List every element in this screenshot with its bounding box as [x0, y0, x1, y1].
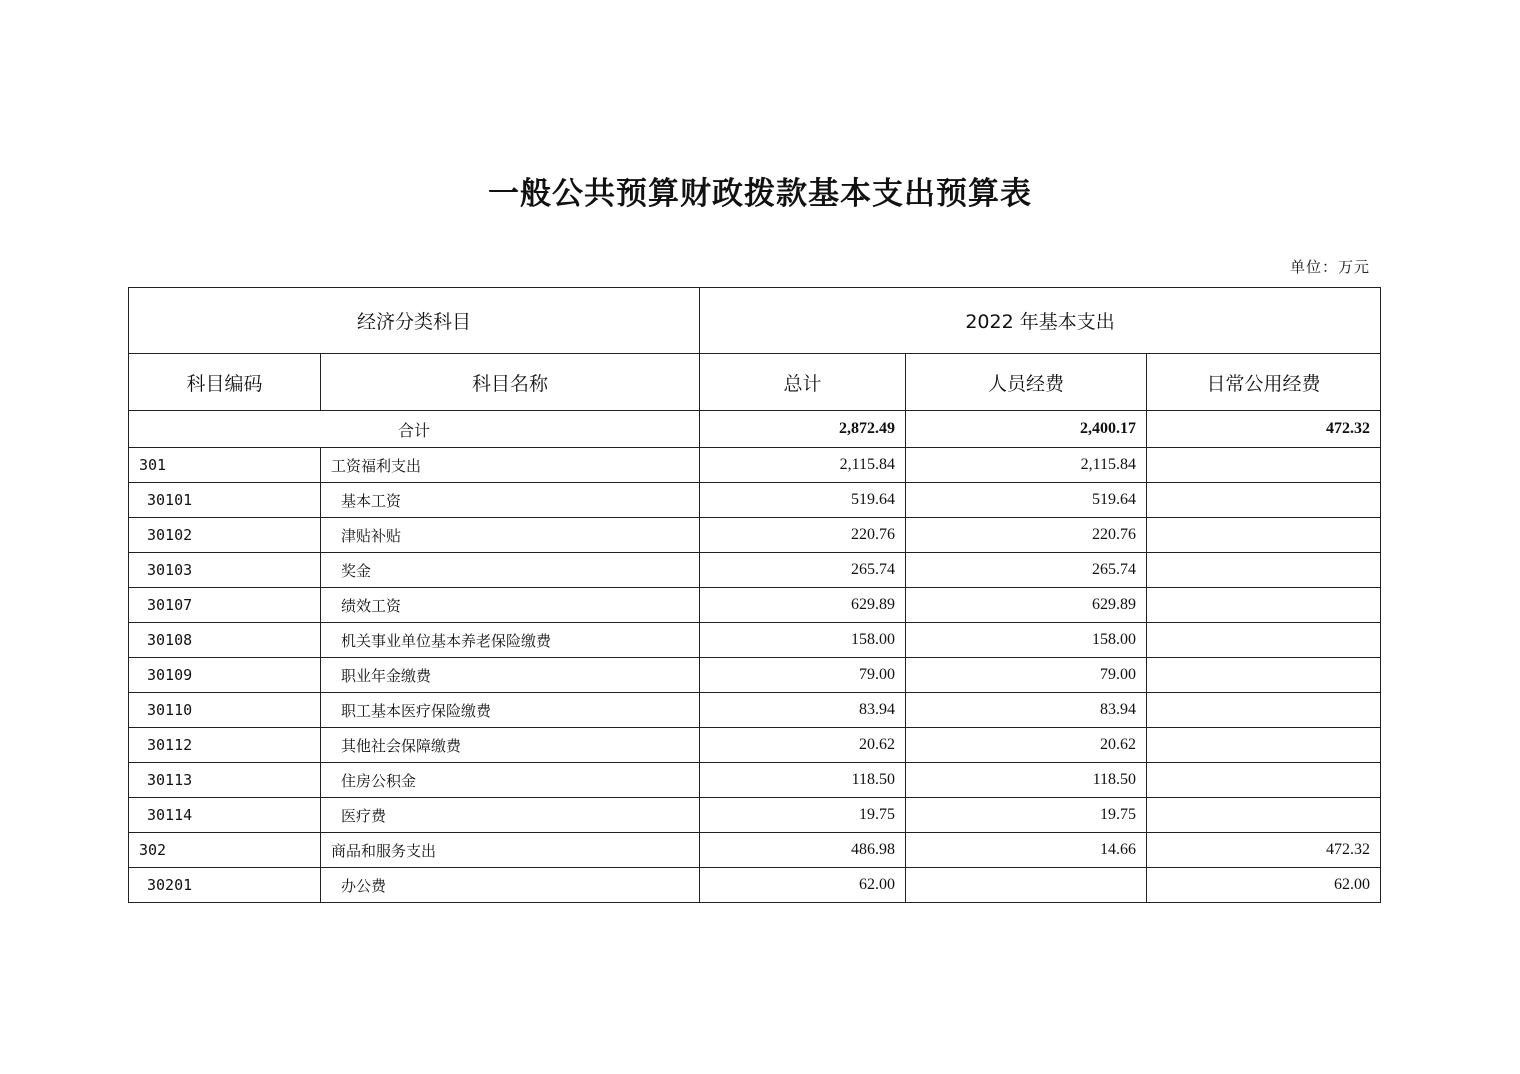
- header-year-expenditure: 2022 年基本支出: [700, 288, 1381, 354]
- row-code: 30108: [129, 623, 321, 658]
- row-total: 118.50: [700, 763, 906, 798]
- row-name: 住房公积金: [321, 763, 700, 798]
- column-header-row: [129, 354, 1381, 411]
- row-daily: [1147, 763, 1381, 798]
- table-row: [129, 623, 1381, 658]
- row-total: 519.64: [700, 483, 906, 518]
- row-name: 职工基本医疗保险缴费: [321, 693, 700, 728]
- row-code: 30103: [129, 553, 321, 588]
- row-personnel: 158.00: [906, 623, 1147, 658]
- total-label: 合计: [129, 411, 700, 448]
- header-daily: 日常公用经费: [1147, 354, 1381, 411]
- row-personnel: [906, 868, 1147, 903]
- row-personnel: 2,115.84: [906, 448, 1147, 483]
- row-name: 基本工资: [321, 483, 700, 518]
- row-name: 商品和服务支出: [321, 833, 700, 868]
- header-code: 科目编码: [129, 354, 321, 411]
- row-daily: 62.00: [1147, 868, 1381, 903]
- row-total: 19.75: [700, 798, 906, 833]
- row-name: 奖金: [321, 553, 700, 588]
- group-header-row: [129, 288, 1381, 354]
- row-name: 办公费: [321, 868, 700, 903]
- row-personnel: 83.94: [906, 693, 1147, 728]
- row-name: 绩效工资: [321, 588, 700, 623]
- row-name: 医疗费: [321, 798, 700, 833]
- table-row: [129, 448, 1381, 483]
- row-code: 30112: [129, 728, 321, 763]
- table-row: [129, 833, 1381, 868]
- row-code: 302: [129, 833, 321, 868]
- table-row: [129, 728, 1381, 763]
- table-row: [129, 693, 1381, 728]
- row-personnel: 519.64: [906, 483, 1147, 518]
- header-name: 科目名称: [321, 354, 700, 411]
- row-code: 30113: [129, 763, 321, 798]
- row-total: 265.74: [700, 553, 906, 588]
- row-personnel: 20.62: [906, 728, 1147, 763]
- row-personnel: 220.76: [906, 518, 1147, 553]
- total-personnel: 2,400.17: [906, 411, 1147, 448]
- row-personnel: 19.75: [906, 798, 1147, 833]
- row-name: 职业年金缴费: [321, 658, 700, 693]
- row-total: 629.89: [700, 588, 906, 623]
- total-total: 2,872.49: [700, 411, 906, 448]
- table-row: [129, 588, 1381, 623]
- page-title: 一般公共预算财政拨款基本支出预算表: [488, 176, 1032, 212]
- row-total: 79.00: [700, 658, 906, 693]
- row-code: 30201: [129, 868, 321, 903]
- row-personnel: 629.89: [906, 588, 1147, 623]
- row-daily: [1147, 483, 1381, 518]
- row-code: 30114: [129, 798, 321, 833]
- row-code: 301: [129, 448, 321, 483]
- row-code: 30107: [129, 588, 321, 623]
- row-code: 30109: [129, 658, 321, 693]
- header-classification: 经济分类科目: [129, 288, 700, 354]
- table-row: [129, 763, 1381, 798]
- row-personnel: 118.50: [906, 763, 1147, 798]
- header-total: 总计: [700, 354, 906, 411]
- row-total: 486.98: [700, 833, 906, 868]
- row-total: 62.00: [700, 868, 906, 903]
- total-row: [129, 411, 1381, 448]
- header-personnel: 人员经费: [906, 354, 1147, 411]
- row-daily: [1147, 518, 1381, 553]
- row-daily: [1147, 728, 1381, 763]
- row-name: 工资福利支出: [321, 448, 700, 483]
- row-daily: [1147, 588, 1381, 623]
- table-row: [129, 553, 1381, 588]
- table-row: [129, 658, 1381, 693]
- row-code: 30110: [129, 693, 321, 728]
- total-daily: 472.32: [1147, 411, 1381, 448]
- row-daily: [1147, 553, 1381, 588]
- row-name: 机关事业单位基本养老保险缴费: [321, 623, 700, 658]
- row-total: 2,115.84: [700, 448, 906, 483]
- row-total: 20.62: [700, 728, 906, 763]
- row-personnel: 265.74: [906, 553, 1147, 588]
- row-daily: [1147, 448, 1381, 483]
- row-personnel: 14.66: [906, 833, 1147, 868]
- row-daily: [1147, 693, 1381, 728]
- unit-label: 单位：万元: [1289, 258, 1370, 276]
- row-total: 158.00: [700, 623, 906, 658]
- row-code: 30102: [129, 518, 321, 553]
- row-personnel: 79.00: [906, 658, 1147, 693]
- row-daily: [1147, 798, 1381, 833]
- row-name: 津贴补贴: [321, 518, 700, 553]
- budget-table: [128, 287, 1381, 903]
- row-name: 其他社会保障缴费: [321, 728, 700, 763]
- row-total: 83.94: [700, 693, 906, 728]
- table-row: [129, 798, 1381, 833]
- row-code: 30101: [129, 483, 321, 518]
- row-daily: [1147, 658, 1381, 693]
- table-row: [129, 483, 1381, 518]
- row-total: 220.76: [700, 518, 906, 553]
- row-daily: [1147, 623, 1381, 658]
- row-daily: 472.32: [1147, 833, 1381, 868]
- table-row: [129, 868, 1381, 903]
- table-row: [129, 518, 1381, 553]
